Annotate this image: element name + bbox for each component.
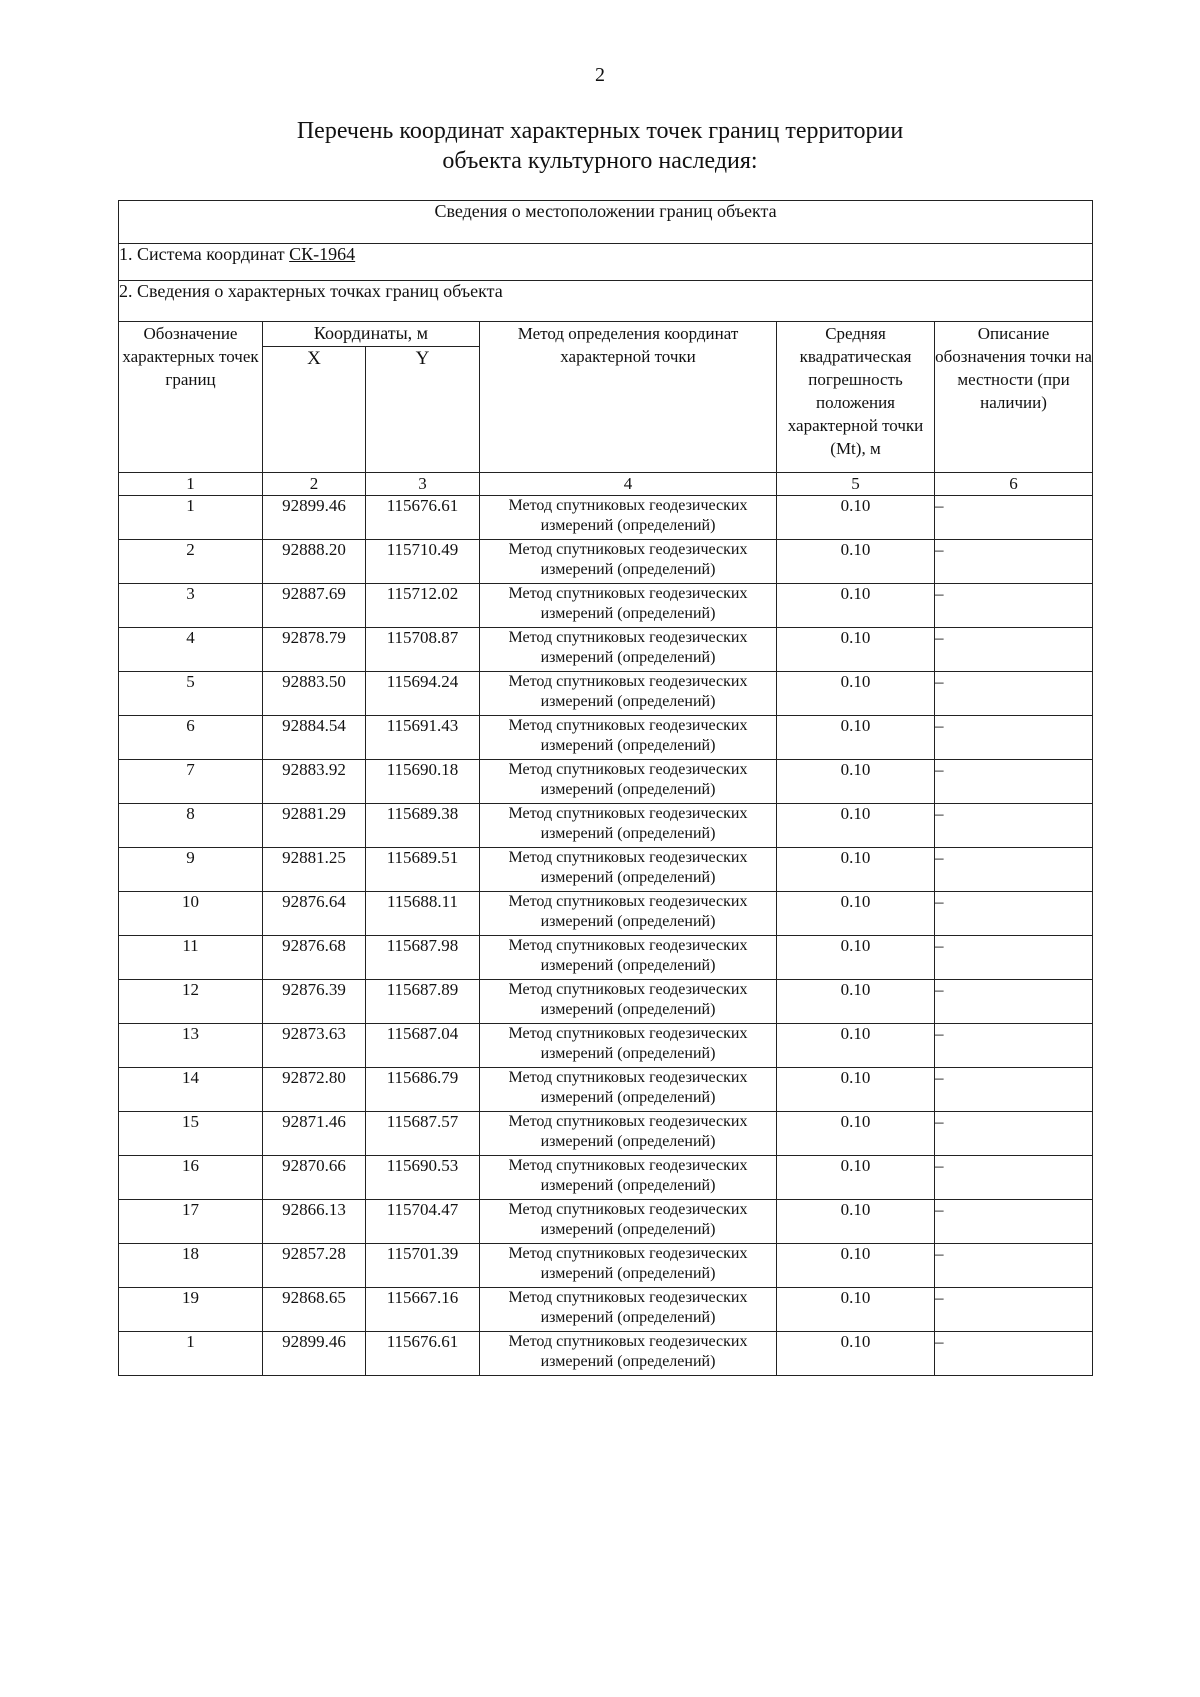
method-cell: Метод спутниковых геодезических измерений (определений) xyxy=(480,936,777,980)
y-cell: 115708.87 xyxy=(366,628,480,672)
point-cell: 6 xyxy=(119,716,263,760)
error-cell: 0.10 xyxy=(777,1244,935,1288)
description-cell: – xyxy=(935,936,1093,980)
point-cell: 7 xyxy=(119,760,263,804)
document-title xyxy=(0,116,1200,176)
x-cell: 92876.64 xyxy=(263,892,366,936)
description-cell: – xyxy=(935,1156,1093,1200)
table-row xyxy=(119,716,1093,760)
method-cell: Метод спутниковых геодезических измерений (определений) xyxy=(480,496,777,540)
x-cell: 92878.79 xyxy=(263,628,366,672)
point-cell: 14 xyxy=(119,1068,263,1112)
x-cell: 92887.69 xyxy=(263,584,366,628)
x-cell: 92899.46 xyxy=(263,496,366,540)
description-cell: – xyxy=(935,804,1093,848)
y-cell: 115712.02 xyxy=(366,584,480,628)
error-cell: 0.10 xyxy=(777,848,935,892)
table-row xyxy=(119,628,1093,672)
y-cell: 115710.49 xyxy=(366,540,480,584)
table-row xyxy=(119,848,1093,892)
header-method: Метод определения координат характерной точки xyxy=(480,322,777,473)
error-cell: 0.10 xyxy=(777,672,935,716)
y-cell: 115690.53 xyxy=(366,1156,480,1200)
point-cell: 19 xyxy=(119,1288,263,1332)
y-cell: 115691.43 xyxy=(366,716,480,760)
point-cell: 1 xyxy=(119,496,263,540)
method-cell: Метод спутниковых геодезических измерений (определений) xyxy=(480,848,777,892)
method-cell: Метод спутниковых геодезических измерений (определений) xyxy=(480,1244,777,1288)
x-cell: 92873.63 xyxy=(263,1024,366,1068)
method-cell: Метод спутниковых геодезических измерений (определений) xyxy=(480,1332,777,1376)
coordinate-system xyxy=(119,244,1093,281)
header-error: Средняя квадратическая погрешность положения характерной точки (Mt), м xyxy=(777,322,935,473)
table-row xyxy=(119,672,1093,716)
error-cell: 0.10 xyxy=(777,760,935,804)
title-line-2: объекта культурного наследия: xyxy=(442,148,758,174)
description-cell: – xyxy=(935,496,1093,540)
method-cell: Метод спутниковых геодезических измерений (определений) xyxy=(480,628,777,672)
header-x: X xyxy=(263,347,366,473)
page-number: 2 xyxy=(595,64,605,86)
method-cell: Метод спутниковых геодезических измерений (определений) xyxy=(480,1024,777,1068)
table-row xyxy=(119,804,1093,848)
header-description: Описание обозначения точки на местности (при наличии) xyxy=(935,322,1093,473)
error-cell: 0.10 xyxy=(777,540,935,584)
column-number: 6 xyxy=(935,473,1093,496)
y-cell: 115694.24 xyxy=(366,672,480,716)
point-cell: 8 xyxy=(119,804,263,848)
error-cell: 0.10 xyxy=(777,1332,935,1376)
y-cell: 115687.89 xyxy=(366,980,480,1024)
x-cell: 92883.50 xyxy=(263,672,366,716)
points-heading: 2. Сведения о характерных точках границ объекта xyxy=(119,281,1093,322)
x-cell: 92876.68 xyxy=(263,936,366,980)
column-number: 2 xyxy=(263,473,366,496)
y-cell: 115676.61 xyxy=(366,1332,480,1376)
coordinate-system-value: СК-1964 xyxy=(289,244,356,264)
method-cell: Метод спутниковых геодезических измерений (определений) xyxy=(480,716,777,760)
table-row xyxy=(119,936,1093,980)
method-cell: Метод спутниковых геодезических измерений (определений) xyxy=(480,584,777,628)
error-cell: 0.10 xyxy=(777,1112,935,1156)
method-cell: Метод спутниковых геодезических измерений (определений) xyxy=(480,1068,777,1112)
table-row xyxy=(119,1288,1093,1332)
table-row xyxy=(119,1156,1093,1200)
x-cell: 92881.25 xyxy=(263,848,366,892)
header-coordinates: Координаты, м xyxy=(263,322,480,347)
description-cell: – xyxy=(935,760,1093,804)
x-cell: 92871.46 xyxy=(263,1112,366,1156)
description-cell: – xyxy=(935,1024,1093,1068)
column-number: 3 xyxy=(366,473,480,496)
description-cell: – xyxy=(935,892,1093,936)
title-line-1: Перечень координат характерных точек границ территории xyxy=(296,118,904,144)
x-cell: 92866.13 xyxy=(263,1200,366,1244)
error-cell: 0.10 xyxy=(777,980,935,1024)
point-cell: 3 xyxy=(119,584,263,628)
point-cell: 10 xyxy=(119,892,263,936)
description-cell: – xyxy=(935,1112,1093,1156)
table-row xyxy=(119,540,1093,584)
table-row xyxy=(119,1068,1093,1112)
point-cell: 2 xyxy=(119,540,263,584)
point-cell: 18 xyxy=(119,1244,263,1288)
x-cell: 92868.65 xyxy=(263,1288,366,1332)
error-cell: 0.10 xyxy=(777,892,935,936)
table-row xyxy=(119,1244,1093,1288)
x-cell: 92899.46 xyxy=(263,1332,366,1376)
point-cell: 16 xyxy=(119,1156,263,1200)
method-cell: Метод спутниковых геодезических измерений (определений) xyxy=(480,540,777,584)
description-cell: – xyxy=(935,980,1093,1024)
description-cell: – xyxy=(935,1200,1093,1244)
error-cell: 0.10 xyxy=(777,1156,935,1200)
y-cell: 115667.16 xyxy=(366,1288,480,1332)
y-cell: 115701.39 xyxy=(366,1244,480,1288)
table-row xyxy=(119,1200,1093,1244)
point-cell: 17 xyxy=(119,1200,263,1244)
x-cell: 92888.20 xyxy=(263,540,366,584)
y-cell: 115687.04 xyxy=(366,1024,480,1068)
error-cell: 0.10 xyxy=(777,496,935,540)
error-cell: 0.10 xyxy=(777,1068,935,1112)
column-number: 1 xyxy=(119,473,263,496)
header-point: Обозначение характерных точек границ xyxy=(119,322,263,473)
description-cell: – xyxy=(935,540,1093,584)
description-cell: – xyxy=(935,628,1093,672)
y-cell: 115687.57 xyxy=(366,1112,480,1156)
point-cell: 4 xyxy=(119,628,263,672)
x-cell: 92857.28 xyxy=(263,1244,366,1288)
y-cell: 115689.38 xyxy=(366,804,480,848)
description-cell: – xyxy=(935,1288,1093,1332)
error-cell: 0.10 xyxy=(777,1200,935,1244)
section-heading: Сведения о местоположении границ объекта xyxy=(119,201,1093,244)
method-cell: Метод спутниковых геодезических измерений (определений) xyxy=(480,760,777,804)
error-cell: 0.10 xyxy=(777,584,935,628)
error-cell: 0.10 xyxy=(777,628,935,672)
point-cell: 13 xyxy=(119,1024,263,1068)
x-cell: 92883.92 xyxy=(263,760,366,804)
y-cell: 115688.11 xyxy=(366,892,480,936)
method-cell: Метод спутниковых геодезических измерений (определений) xyxy=(480,1112,777,1156)
point-cell: 15 xyxy=(119,1112,263,1156)
x-cell: 92881.29 xyxy=(263,804,366,848)
header-y: Y xyxy=(366,347,480,473)
coordinates-table xyxy=(118,200,1093,1376)
y-cell: 115686.79 xyxy=(366,1068,480,1112)
y-cell: 115690.18 xyxy=(366,760,480,804)
table-row xyxy=(119,980,1093,1024)
method-cell: Метод спутниковых геодезических измерений (определений) xyxy=(480,804,777,848)
y-cell: 115689.51 xyxy=(366,848,480,892)
table-row xyxy=(119,1024,1093,1068)
coordinate-system-label: 1. Система координат xyxy=(119,244,290,264)
column-numbers-row xyxy=(119,473,1093,496)
description-cell: – xyxy=(935,1068,1093,1112)
description-cell: – xyxy=(935,848,1093,892)
column-number: 4 xyxy=(480,473,777,496)
x-cell: 92870.66 xyxy=(263,1156,366,1200)
description-cell: – xyxy=(935,716,1093,760)
y-cell: 115687.98 xyxy=(366,936,480,980)
error-cell: 0.10 xyxy=(777,716,935,760)
x-cell: 92884.54 xyxy=(263,716,366,760)
description-cell: – xyxy=(935,584,1093,628)
description-cell: – xyxy=(935,1332,1093,1376)
method-cell: Метод спутниковых геодезических измерений (определений) xyxy=(480,1288,777,1332)
column-number: 5 xyxy=(777,473,935,496)
point-cell: 5 xyxy=(119,672,263,716)
error-cell: 0.10 xyxy=(777,1288,935,1332)
point-cell: 9 xyxy=(119,848,263,892)
table-row xyxy=(119,1332,1093,1376)
method-cell: Метод спутниковых геодезических измерений (определений) xyxy=(480,1156,777,1200)
table-row xyxy=(119,496,1093,540)
table-row xyxy=(119,760,1093,804)
point-cell: 1 xyxy=(119,1332,263,1376)
error-cell: 0.10 xyxy=(777,936,935,980)
method-cell: Метод спутниковых геодезических измерений (определений) xyxy=(480,980,777,1024)
description-cell: – xyxy=(935,672,1093,716)
x-cell: 92872.80 xyxy=(263,1068,366,1112)
y-cell: 115704.47 xyxy=(366,1200,480,1244)
method-cell: Метод спутниковых геодезических измерений (определений) xyxy=(480,892,777,936)
method-cell: Метод спутниковых геодезических измерений (определений) xyxy=(480,1200,777,1244)
description-cell: – xyxy=(935,1244,1093,1288)
point-cell: 11 xyxy=(119,936,263,980)
x-cell: 92876.39 xyxy=(263,980,366,1024)
point-cell: 12 xyxy=(119,980,263,1024)
table-row xyxy=(119,584,1093,628)
table-row xyxy=(119,1112,1093,1156)
method-cell: Метод спутниковых геодезических измерений (определений) xyxy=(480,672,777,716)
y-cell: 115676.61 xyxy=(366,496,480,540)
error-cell: 0.10 xyxy=(777,1024,935,1068)
table-row xyxy=(119,892,1093,936)
error-cell: 0.10 xyxy=(777,804,935,848)
